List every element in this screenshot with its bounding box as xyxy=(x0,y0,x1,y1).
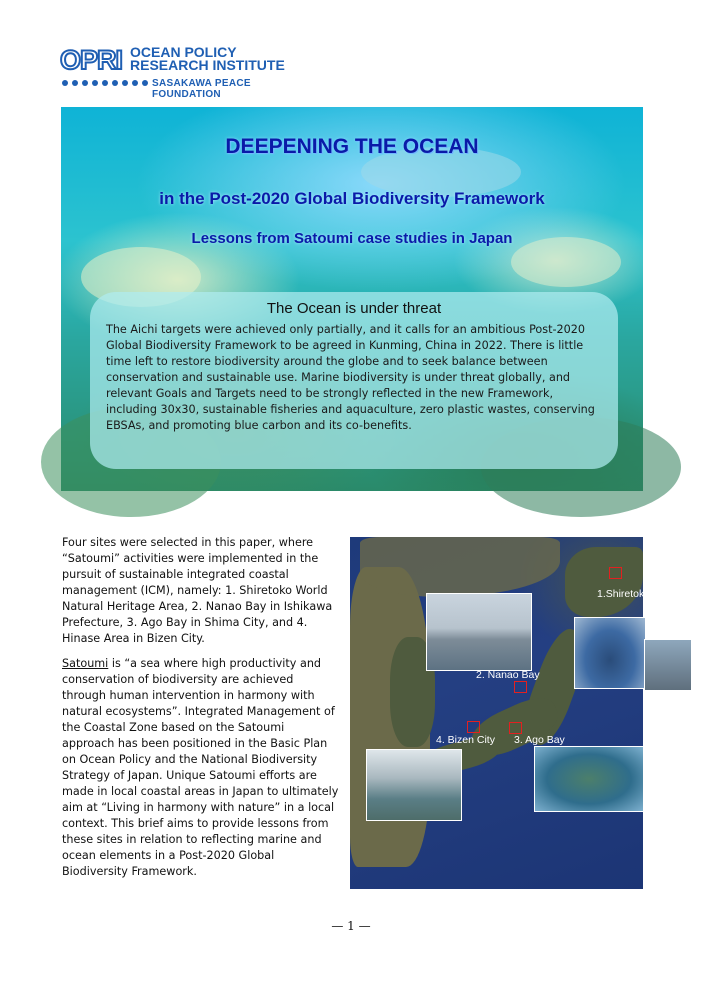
logo-mark: OPRI xyxy=(60,45,123,75)
hokkaido-land xyxy=(565,547,643,617)
body-text xyxy=(62,535,340,889)
hero-subtitle: in the Post-2020 Global Biodiversity Framework xyxy=(159,189,545,208)
shiretoko-photo xyxy=(574,617,646,689)
nanao-bay-photo xyxy=(426,593,532,671)
logo-dots xyxy=(62,80,148,86)
foundation-name: SASAKAWA PEACE FOUNDATION xyxy=(152,78,251,100)
org-name-line2: RESEARCH INSTITUTE xyxy=(130,57,285,73)
bizen-marker xyxy=(467,721,480,733)
eagle-photo xyxy=(644,639,692,691)
opri-logo xyxy=(60,44,320,100)
label-nanao-bay: 2. Nanao Bay xyxy=(476,669,540,681)
japan-site-map xyxy=(350,537,651,889)
ago-marker xyxy=(509,722,522,734)
org-name-line1: OCEAN POLICY xyxy=(130,44,237,60)
threat-title: The Ocean is under threat xyxy=(266,300,442,317)
threat-box xyxy=(90,292,618,469)
hero-banner xyxy=(61,107,643,491)
nanao-marker xyxy=(514,681,527,693)
ago-bay-photo xyxy=(534,746,644,812)
intro-paragraph: Four sites were selected in this paper, where “Satoumi” activities were implemented in the pursuit of sustainable integrated coastal management (ICM), namely: 1. Shiretoko World Natural Heritage Area, 2. Nanao Bay in Ishikawa Prefecture, 3. Ago Bay in Shima City, and 4. Hinase Area in Bizen City. xyxy=(62,536,333,645)
satoumi-term: Satoumi xyxy=(62,657,109,670)
hero-tagline: Lessons from Satoumi case studies in Japan xyxy=(191,230,513,247)
page-number: — 1 — xyxy=(331,919,371,933)
hero-title: DEEPENING THE OCEAN xyxy=(225,135,479,158)
shiretoko-marker xyxy=(609,567,622,579)
northern-land xyxy=(360,537,560,597)
label-ago-bay: 3. Ago Bay xyxy=(514,734,565,746)
satoumi-definition: is “a sea where high productivity and conservation of biodiversity are achieved through human intervention in harmony with natural ecosystems”. Integrated Management of the Coastal Zone based on the Satoumi approach has been positioned in the Basic Plan on Ocean Policy and the National Biodiversity Strategy of Japan. Unique Satoumi efforts are made in local coastal areas in Japan to ultimately aim at “Living in harmony with nature” in a local context. This brief aims to provide lessons from these sites in relation to reflecting marine and ocean elements in a Post-2020 Global Biodiversity Framework. xyxy=(62,657,339,878)
label-shiretoko: 1.Shiretoko xyxy=(597,588,651,600)
label-bizen-city: 4. Bizen City xyxy=(436,734,495,746)
org-name xyxy=(130,46,285,72)
bizen-photo xyxy=(366,749,462,821)
satoumi-paragraph xyxy=(62,656,340,880)
threat-text: The Aichi targets were achieved only partially, and it calls for an ambitious Post-2020 Global Biodiversity Framework to be agreed in Kunming, China in 2022. There is little time left to restore biodiversity around the globe and to seek balance between conservation and sustainable use. Marine biodiversity is under threat globally, and relevant Goals and Targets need to be strongly reflected in the new Framework, including 30x30, sustainable fisheries and aquaculture, zero plastic wastes, conserving EBSAs, and promoting blue carbon and its co-benefits. xyxy=(106,323,595,432)
